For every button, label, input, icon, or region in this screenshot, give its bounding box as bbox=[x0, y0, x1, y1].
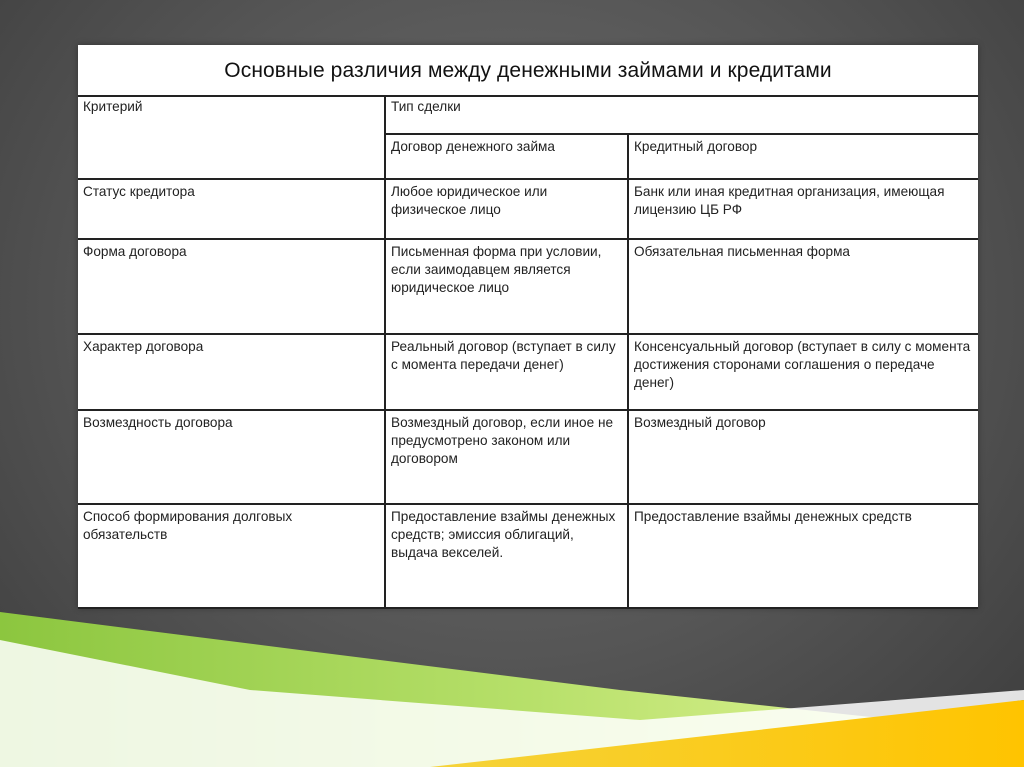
table-row bbox=[78, 179, 978, 239]
row-credit-cell: Предоставление взаймы денежных средств bbox=[628, 504, 978, 608]
row-loan-cell: Любое юридическое или физическое лицо bbox=[385, 179, 628, 239]
row-loan-cell: Письменная форма при условии, если заимодавцем является юридическое лицо bbox=[385, 239, 628, 334]
row-credit-cell: Консенсуальный договор (вступает в силу с момента достижения сторонами соглашения о передаче денег) bbox=[628, 334, 978, 410]
row-criterion: Форма договора bbox=[78, 239, 385, 334]
row-criterion: Характер договора bbox=[78, 334, 385, 410]
slide-title: Основные различия между денежными займами и кредитами bbox=[78, 45, 978, 97]
header-credit-contract: Кредитный договор bbox=[628, 134, 978, 179]
row-loan-cell: Возмездный договор, если иное не предусмотрено законом или договором bbox=[385, 410, 628, 504]
row-credit-cell: Возмездный договор bbox=[628, 410, 978, 504]
row-credit-cell: Банк или иная кредитная организация, имеющая лицензию ЦБ РФ bbox=[628, 179, 978, 239]
row-loan-cell: Реальный договор (вступает в силу с момента передачи денег) bbox=[385, 334, 628, 410]
comparison-table bbox=[78, 95, 978, 609]
header-loan-contract: Договор денежного займа bbox=[385, 134, 628, 179]
row-credit-cell: Обязательная письменная форма bbox=[628, 239, 978, 334]
table-row bbox=[78, 239, 978, 334]
row-criterion: Способ формирования долговых обязательств bbox=[78, 504, 385, 608]
slide-card bbox=[78, 45, 978, 608]
row-criterion: Статус кредитора bbox=[78, 179, 385, 239]
table-row bbox=[78, 410, 978, 504]
table-row bbox=[78, 334, 978, 410]
row-loan-cell: Предоставление взаймы денежных средств; эмиссия облигаций, выдача векселей. bbox=[385, 504, 628, 608]
row-criterion: Возмездность договора bbox=[78, 410, 385, 504]
header-deal-type: Тип сделки bbox=[385, 95, 978, 134]
header-criterion: Критерий bbox=[78, 95, 385, 179]
table-row bbox=[78, 504, 978, 608]
